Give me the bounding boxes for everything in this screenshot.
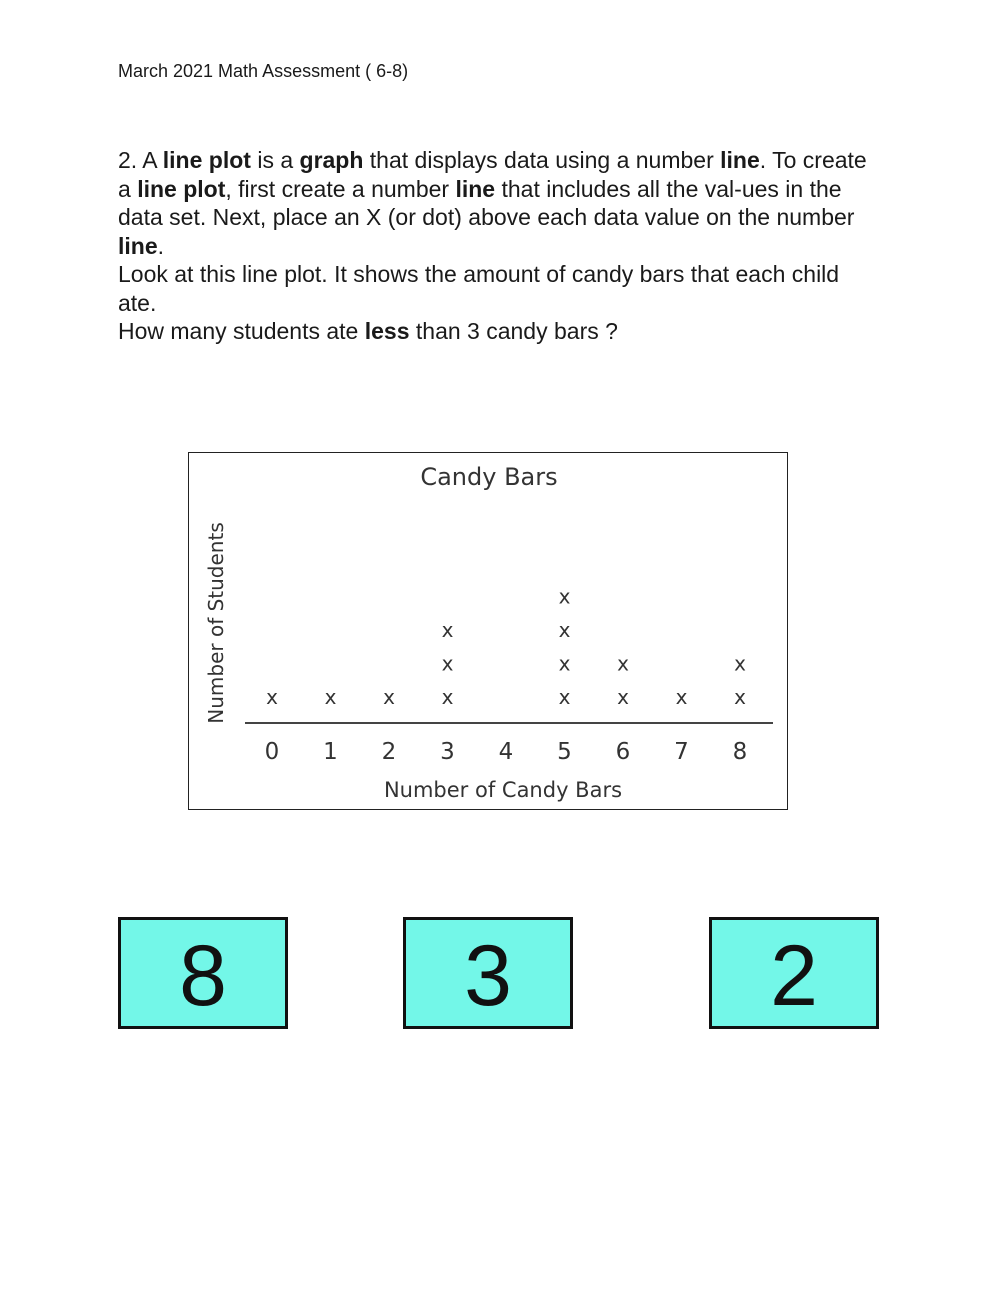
x-mark: x (558, 584, 571, 609)
answer-choice-3[interactable]: 3 (403, 917, 573, 1029)
tick-label: 0 (264, 739, 280, 765)
bold-term: line (455, 175, 496, 202)
x-mark: x (558, 618, 571, 642)
question-text-run: that includes all the val-ues in the data set. Next, place an X (or dot) above each data value on the number (118, 175, 855, 230)
bold-term: line plot (137, 175, 226, 202)
question-paragraph-1 (118, 146, 878, 260)
x-mark: x (675, 685, 688, 709)
question-text-run: than 3 candy bars ? (409, 318, 618, 344)
question-paragraph-2 (118, 260, 878, 317)
data-marks (266, 585, 746, 710)
x-mark: x (617, 651, 629, 676)
question-text-run: 2. A (118, 147, 163, 173)
x-mark: x (558, 685, 571, 709)
bold-term: graph (299, 147, 364, 173)
bold-term: line (118, 232, 158, 259)
question-text-run: How many students ate (118, 318, 365, 344)
x-mark: x (441, 685, 454, 709)
tick-label: 4 (498, 739, 514, 765)
tick-label: 3 (440, 739, 455, 765)
bold-term: less (364, 318, 410, 344)
line-plot-svg (189, 453, 789, 811)
tick-label: 7 (674, 739, 689, 765)
assessment-header: March 2021 Math Assessment ( 6-8) (118, 61, 409, 81)
x-mark: x (441, 618, 454, 642)
question-text-run: that displays data using a number (363, 147, 721, 173)
question-text-run: . (157, 232, 165, 259)
tick-label: 2 (381, 739, 397, 765)
x-axis-label: Number of Candy Bars (383, 778, 623, 802)
x-mark: x (324, 685, 337, 709)
tick-label: 5 (557, 739, 572, 765)
tick-label: 1 (323, 739, 338, 765)
question-text-run: . To create a (118, 147, 867, 202)
question-paragraph-3 (118, 317, 878, 346)
x-mark: x (441, 651, 454, 676)
bold-term: line plot (162, 147, 251, 173)
x-mark: x (266, 685, 278, 709)
tick-labels (265, 739, 748, 765)
question-text (118, 146, 878, 346)
question-text-run: , first create a number (225, 175, 456, 202)
x-mark: x (383, 685, 395, 709)
x-mark: x (734, 685, 746, 709)
answer-choice-8[interactable]: 8 (118, 917, 288, 1029)
x-mark: x (734, 651, 746, 676)
question-text-run: is a (250, 147, 300, 173)
chart-title: Candy Bars (420, 463, 558, 491)
tick-label: 8 (732, 739, 748, 765)
answer-choice-2[interactable]: 2 (709, 917, 879, 1029)
x-mark: x (617, 685, 629, 709)
question-text-run: Look at this line plot. It shows the amount of candy bars that each child ate. (118, 261, 840, 316)
bold-term: line (720, 147, 760, 173)
x-mark: x (558, 651, 571, 676)
line-plot-figure (188, 452, 788, 810)
y-axis-label: Number of Students (204, 522, 228, 724)
tick-label: 6 (615, 739, 631, 765)
